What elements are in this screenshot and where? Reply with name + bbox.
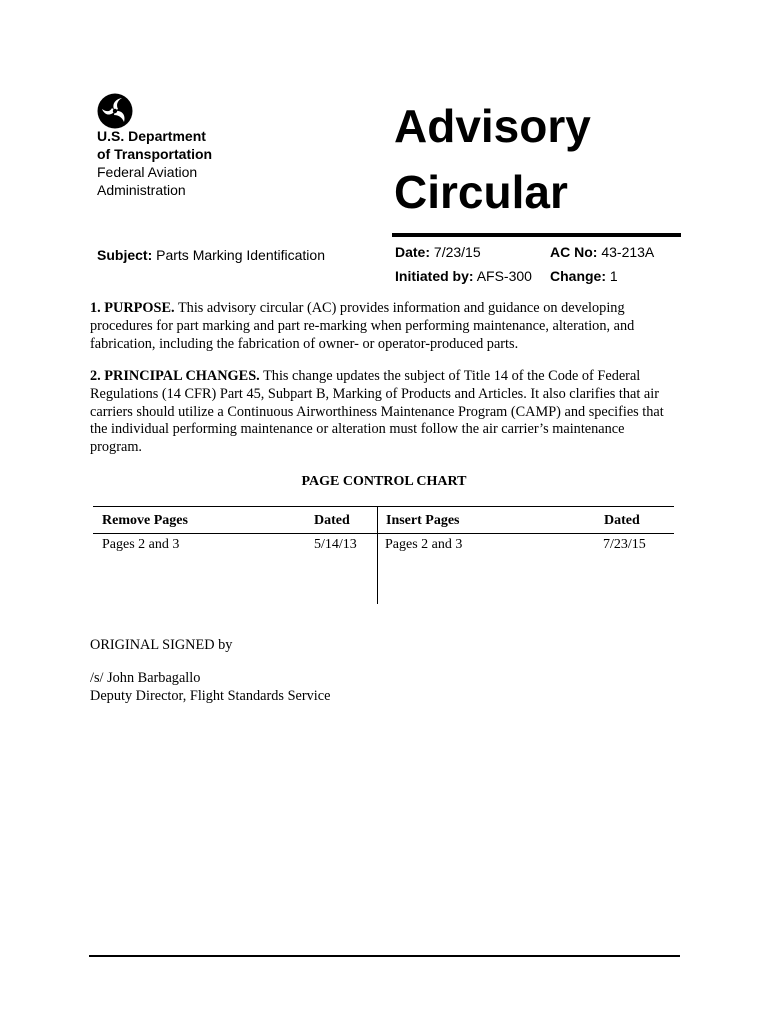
table-top-rule [93, 506, 674, 507]
title-line-1: Advisory [394, 100, 591, 152]
purpose-heading: 1. PURPOSE. [90, 300, 175, 316]
header-remove-pages: Remove Pages [102, 513, 188, 528]
table-header-rule [93, 533, 674, 534]
cell-insert-pages: Pages 2 and 3 [385, 537, 463, 552]
date-field [395, 243, 481, 261]
cell-remove-dated: 5/14/13 [314, 537, 357, 552]
purpose-paragraph [90, 300, 680, 353]
ac-number-field [550, 243, 654, 261]
agency-line-1: U.S. Department [97, 128, 206, 144]
agency-name [97, 127, 212, 199]
table-divider [377, 506, 378, 604]
header-remove-dated: Dated [314, 513, 350, 528]
title-line-2: Circular [394, 166, 568, 218]
ac-number-label: AC No: [550, 244, 598, 260]
ac-number-value: 43-213A [601, 244, 655, 260]
page-control-chart-table [93, 506, 674, 604]
header-rule [392, 233, 681, 237]
date-label: Date: [395, 244, 431, 260]
date-value: 7/23/15 [433, 244, 481, 260]
original-signed-line: ORIGINAL SIGNED by [90, 637, 233, 653]
agency-line-2: of Transportation [97, 146, 213, 162]
agency-line-4: Administration [97, 182, 186, 198]
subject-label: Subject: [97, 247, 153, 263]
header-insert-pages: Insert Pages [386, 513, 460, 528]
initiated-by-value: AFS-300 [476, 268, 532, 284]
subject-field [97, 246, 325, 264]
cell-insert-dated: 7/23/15 [603, 537, 646, 552]
initiated-by-label: Initiated by: [395, 268, 474, 284]
signature-block [90, 636, 330, 705]
purpose-text: This advisory circular (AC) provides information and guidance on developing procedures for part marking and part re-marking when performing maintenance, alteration, and fabrication, including the fabrication of owner- or operator-produced parts. [90, 300, 635, 352]
change-value: 1 [609, 268, 618, 284]
footer-rule [89, 955, 680, 957]
principal-changes-text: This change updates the subject of Title 14 of the Code of Federal Regulations (14 CFR) Part 45, Subpart B, Marking of Products and Articles. It also clarifies that air carriers should utilize a Continuous Airworthiness Maintenance Program (CAMP) and specifies that the individual performing maintenance or alteration must follow the air carrier’s maintenance program. [90, 368, 664, 456]
principal-changes-paragraph [90, 368, 680, 457]
signer-title: Deputy Director, Flight Standards Service [90, 688, 331, 704]
page-control-chart-title: PAGE CONTROL CHART [301, 474, 467, 489]
subject-value: Parts Marking Identification [156, 247, 325, 263]
initiated-by-field [395, 267, 532, 285]
change-label: Change: [550, 268, 606, 284]
dot-triskelion-logo-icon [97, 93, 133, 129]
header-insert-dated: Dated [604, 513, 640, 528]
signer-name: /s/ John Barbagallo [90, 670, 201, 686]
agency-line-3: Federal Aviation [97, 164, 198, 180]
document-title [394, 93, 591, 225]
signature-spacer [90, 654, 330, 669]
principal-changes-heading: 2. PRINCIPAL CHANGES. [90, 368, 260, 384]
change-field [550, 267, 618, 285]
cell-remove-pages: Pages 2 and 3 [102, 537, 180, 552]
